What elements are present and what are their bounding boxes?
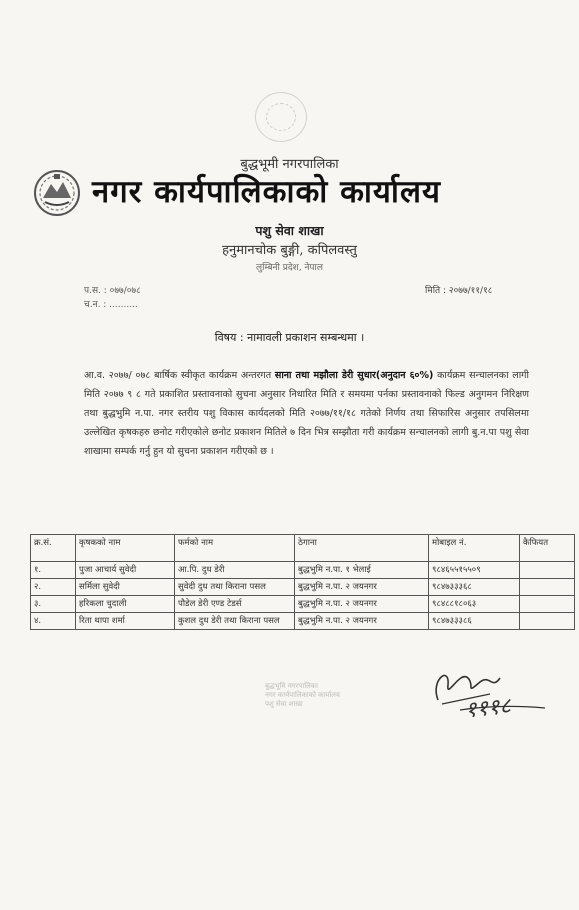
cell-firm-name: कुशल दुध डेरी तथा किराना पसल [175,613,295,630]
nepal-emblem-icon [33,168,81,218]
stamp-line-3: पशु सेवा शाखा [265,700,303,708]
header-farmer-name: कृषकको नाम [76,535,175,562]
cell-mobile: ९८४७३३३८६ [429,613,520,630]
cell-remarks [520,613,575,630]
cell-firm-name: पौडेल डेरी एण्ड टेडर्स [175,596,295,613]
cell-address: बुद्धभुमि न.पा. १ भेलाई [295,562,429,579]
signature-date: १११८ [463,693,513,724]
reference-number: प.स. : ०७७/०७८ [84,286,141,296]
subject-line: विषय : नामावली प्रकाशन सम्बन्धमा । [214,331,365,344]
cell-firm-name: आ.पि. दुध डेरी [175,562,295,579]
stamp-line-2: नगर कार्यपालिकाको कार्यालय [265,691,340,699]
cell-sn: १. [31,562,76,579]
cell-farmer-name: सर्मिला सुवेदी [76,579,175,596]
body-text-part2: कार्यक्रम सन्चालनका लागी मिति २०७७ ९ ८ गते प्रकाशित प्रस्तावनाको सुचना अनुसार निधारित मिति र समयमा पर्नका प्रस्तावनाको फिल्ड अनुगमन निरिक्षण तथा बुद्धभुमि न.पा. नगर स्तरीय पशु विकास कार्यदलको मिति २०७७/११/१८ गतेको निर्णय तथा सिफारिस अनुसार तपसिलमा उल्लेखित कृषकहरु छनोट गरीएकोले छनोट प्रकाशन मितिले ७ दिन भित्र सम्झौता गरी कार्यक्रम सन्चालनको लागी बु.न.पा पशु सेवा शाखामा सम्पर्क गर्नु हुन यो सुचना प्रकाशन गरीएको छ । [84,370,529,457]
header-mobile: मोबाइल नं. [429,535,520,562]
address: हनुमानचोक बुङ्गी, कपिलवस्तु [222,243,357,258]
header-remarks: कैफियत [520,535,575,562]
cell-sn: २. [31,579,76,596]
table-row [31,562,575,579]
cell-address: बुद्धभुमि न.पा. २ जयनगर [295,596,429,613]
cell-remarks [520,562,575,579]
cell-remarks [520,596,575,613]
table-row [31,613,575,630]
header-sn: क्र.सं. [31,535,76,562]
cell-mobile: ९८४७३३३६८ [429,579,520,596]
dispatch-number: च.न. : .......... [84,300,138,310]
office-stamp [265,682,380,740]
cell-address: बुद्धभुमि न.पा. २ जयनगर [295,613,429,630]
stamp-line-1: बुद्धभूमि नगरपालिका [265,682,318,690]
table-row [31,579,575,596]
municipality-name: बुद्धभूमी नगरपालिका [240,157,339,172]
cell-sn: ३. [31,596,76,613]
cell-mobile: ९८४८८१८०६३ [429,596,520,613]
cell-farmer-name: रिता थापा शर्मा [76,613,175,630]
cell-remarks [520,579,575,596]
top-stamp-seal [255,92,307,142]
cell-firm-name: सुवेदी दुध तथा किराना पसल [175,579,295,596]
table-header-row [31,535,575,562]
farmer-list-table [30,534,575,630]
header-firm-name: फर्मको नाम [175,535,295,562]
office-title: नगर कार्यपालिकाको कार्यालय [92,174,441,210]
body-text-part1: आ.व. २०७७/ ०७८ बार्षिक स्वीकृत कार्यक्रम अन्तरगत [84,370,275,381]
body-paragraph [84,366,529,461]
letter-date: मिति : २०७७/११/१८ [425,286,493,296]
cell-mobile: ९८४६५५१५५०९ [429,562,520,579]
header-address: ठेगाना [295,535,429,562]
branch-name: पशु सेवा शाखा [255,223,324,238]
table-row [31,596,575,613]
cell-farmer-name: हरिकला चुदाली [76,596,175,613]
body-text-bold: साना तथा मझौला डेरी सुधार(अनुदान ६०%) [274,370,434,381]
cell-sn: ४. [31,613,76,630]
cell-address: बुद्धभुमि न.पा. २ जयनगर [295,579,429,596]
cell-farmer-name: पुजा आचार्य सुवेदी [76,562,175,579]
province: लुम्बिनी प्रदेश, नेपाल [256,263,323,273]
